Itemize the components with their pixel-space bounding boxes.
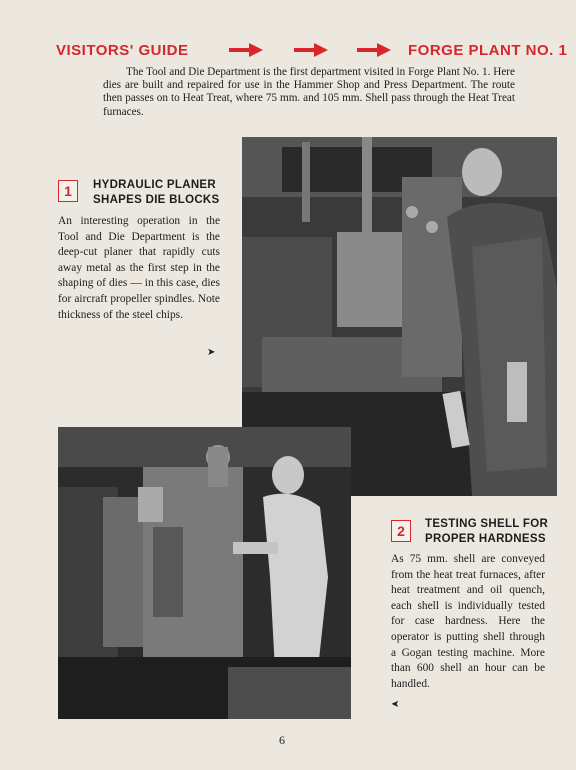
caption-heading: [425, 517, 565, 547]
caption-body: An interesting operation in the Tool and Die Department is the deep-cut planer that rapidly cuts away metal as the first step in the shaping of dies — in this case, dies for aircraft propeller spindles. Note thickness of the steel chips.: [58, 215, 220, 321]
caption-heading-line: SHAPES DIE BLOCKS: [93, 194, 220, 206]
right-arrow-icon: [357, 43, 391, 57]
right-arrow-icon: [229, 43, 263, 57]
small-right-arrow-icon: ➤: [207, 347, 216, 358]
gogan-testing-machine-photo: [58, 427, 351, 719]
right-arrow-icon: [294, 43, 328, 57]
caption-number-badge: 2: [391, 520, 411, 542]
caption-heading-line: HYDRAULIC PLANER: [93, 179, 216, 191]
page-number: 6: [279, 733, 285, 747]
caption-heading-line: PROPER HARDNESS: [425, 533, 546, 545]
caption-body: As 75 mm. shell are conveyed from the heat treat furnaces, after heat treatment and oil quench, each shell is individually tested for case hardness. Here the operator is putting shell through a Gogan testing machine. More than 600 shell an hour can be handled.: [391, 553, 545, 690]
forge-plant-title: FORGE PLANT NO. 1: [408, 42, 568, 59]
caption-heading-line: TESTING SHELL FOR: [425, 518, 549, 530]
caption-heading: [93, 178, 233, 208]
intro-paragraph: The Tool and Die Department is the first department visited in Forge Plant No. 1. Here dies are built and repaired for use in the Hammer Shop and Press Department. The route then passes on to Heat Treat, where 75 mm. and 105 mm. Shell pass through the Heat Treat furnaces.: [103, 66, 515, 118]
caption-number-badge: 1: [58, 180, 78, 202]
small-left-arrow-icon: ➤: [391, 699, 400, 710]
visitors-guide-title: VISITORS' GUIDE: [56, 42, 189, 59]
